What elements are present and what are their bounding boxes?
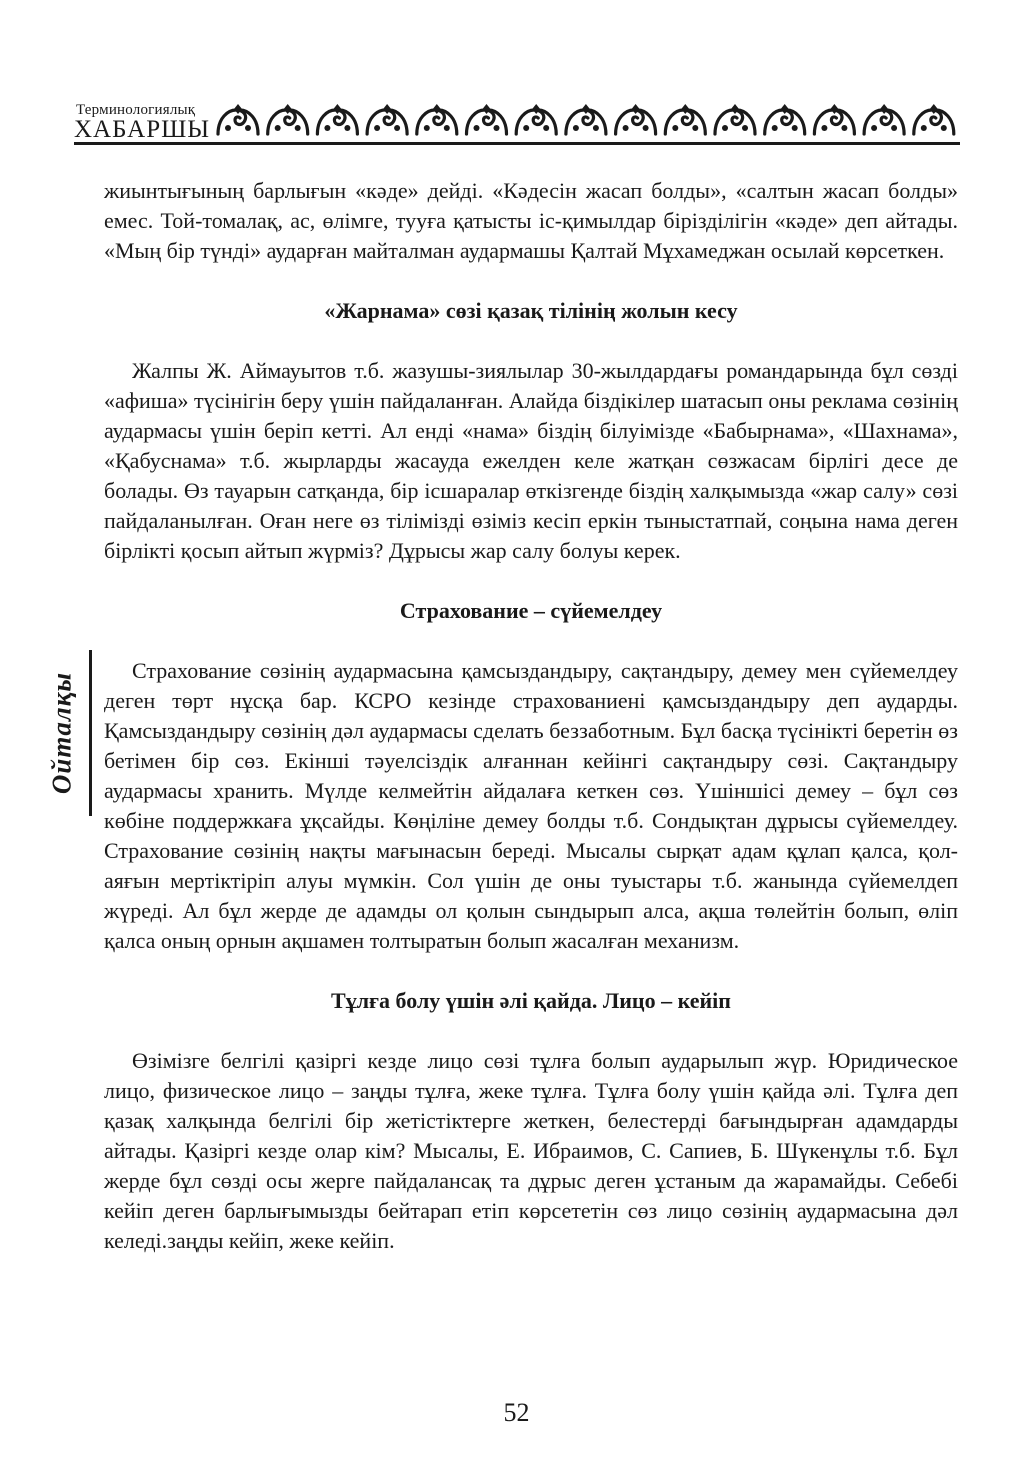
section-side-label xyxy=(44,650,92,816)
header-divider xyxy=(74,142,960,145)
section-heading-strakhovanie: Страхование – сүйемелдеу xyxy=(399,598,663,623)
section-paragraph-tulga: Өзімізге белгілі қазіргі кезде лицо сөзі тұлға болып аударылып жүр. Юридическое лицо, физическое лицо – заңды тұлға, жеке тұлға. Тұлға болу үшін қайда әлі. Тұлға деп қазақ халқында белгілі бір жетістіктерге жеткен, белестерді бағындырған адамдарды айтады. Қазіргі кезде олар кім? Мысалы, Е. Ибраимов, С. Сапиев, Б. Шүкенұлы т.б. Бұл жерде бұл сөзді осы жерге пайдалансақ та дұрыс деген ұстаным да жарамайды. Себебі кейіп деген барлығымызды бейтарап етіп көрсететін сөз лицо сөзінің аудармасына дәл келеді.заңды кейіп, жеке кейіп. xyxy=(104,1048,958,1253)
kazakh-ornament-icon xyxy=(214,100,960,140)
intro-paragraph: жиынтығының барлығын «кәде» дейді. «Кәдесін жасап болды», «салтын жасап болды» емес. Той-томалақ, ас, өлімге, тууға қатысты іс-қимылдар біріздiлiгiн «кәде» деп айтады. «Мың бір түнді» аударған майталман аудармашы Қалтай Мұхамеджан осылай көрсеткен. xyxy=(104,178,958,263)
side-label-text: Ойталқы xyxy=(46,671,77,795)
journal-subtitle: Терминологиялық xyxy=(76,102,196,118)
section-heading-tulga: Тұлға болу үшін әлі қайда. Лицо – кейіп xyxy=(331,988,731,1013)
section-paragraph-strakhovanie: Страхование сөзінің аудармасына қамсыздандыру, сақтандыру, демеу мен сүйемелдеу деген төрт нұсқа бар. КСРО кезінде страхованиені қамсыздандыру деп аударды. Қамсыздандыру сөзінің дәл аудармасы сделать беззаботным. Бұл басқа түсінікті беретін өз бетімен бір сөз. Екінші тәуелсіздік алғаннан кейінгі сақтандыру сөзі. Сақтандыру аудармасы хранить. Мүлде келмейтін айдалаға кеткен сөз. Үшіншісі демеу – бұл сөз көбіне поддержкаға ұқсайды. Көңіліне демеу болды т.б. Сондықтан дұрысы сүйемелдеу. Страхование сөзінің нақты мағынасын береді. Мысалы сырқат адам құлап қалса, қол-аяғын мертіктіріп алуы мүмкін. Сол үшін де оны туыстары т.б. жанында сүйемелдеп жүреді. Ал бұл жерде де адамды ол қолын сындырып алса, ақша төлейтін болып, өліп қалса оның орнын ақшамен толтыратын болып жасалған механизм. xyxy=(104,658,958,953)
section-heading-zharnama: «Жарнама» сөзі қазақ тілінің жолын кесу xyxy=(324,298,738,323)
article-body xyxy=(104,176,958,1256)
section-paragraph-zharnama: Жалпы Ж. Аймауытов т.б. жазушы-зиялылар 30-жылдардағы романдарында бұл сөзді «афиша» түсінігін беру үшін пайдаланған. Алайда біздікілер шатасып оны реклама сөзінің аудармасы үшін беріп кетті. Ал енді «нама» біздің білуімізде «Бабырнама», «Шахнама», «Қабуснама» т.б. жырларды жасауда ежелден келе жатқан сөзжасам бірлігі десе де болады. Өз тауарын сатқанда, бір ісшаралар өткізгенде біздің халқымызда «жар салу» сөзі пайдаланылған. Оған неге өз тілімізді өзіміз кесіп еркін тыныстатпай, соңына нама деген бірлікті қосып айтып жүрміз? Дұрысы жар салу болуы керек. xyxy=(104,358,958,563)
journal-title: ХАБАРШЫ xyxy=(74,116,211,143)
running-header xyxy=(74,100,960,148)
page-number: 52 xyxy=(503,1398,530,1427)
side-divider xyxy=(89,650,92,816)
